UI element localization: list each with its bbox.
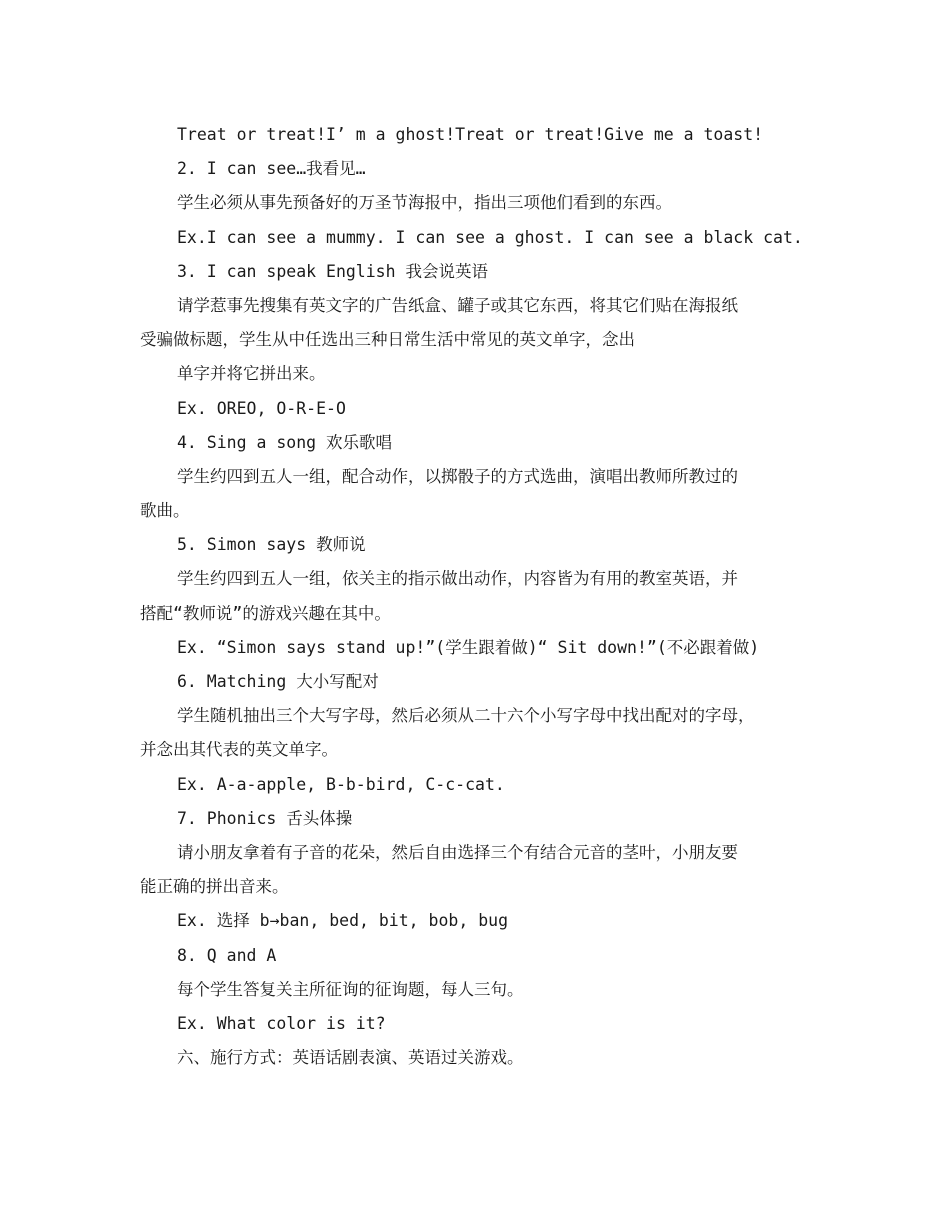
text-line: 学生约四到五人一组，配合动作，以掷骰子的方式选曲，演唱出教师所教过的 <box>177 466 738 486</box>
section-heading: 4. Sing a song 欢乐歌唱 <box>177 432 393 452</box>
section-heading: 6. Matching 大小写配对 <box>177 672 379 691</box>
text-line: 搭配“教师说”的游戏兴趣在其中。 <box>140 603 391 623</box>
text-line: 请小朋友拿着有子音的花朵，然后自由选择三个有结合元音的茎叶，小朋友要 <box>177 842 738 862</box>
text-line: 每个学生答复关主所征询的征询题，每人三句。 <box>177 979 524 999</box>
text-line: 学生随机抽出三个大写字母，然后必须从二十六个小写字母中找出配对的字母， <box>177 706 755 726</box>
document-body <box>140 123 830 1080</box>
section-heading: 2. I can see…我看见… <box>177 159 366 179</box>
section-heading: 8. Q and A <box>177 945 277 965</box>
example-line: Ex. OREO, O-R-E-O <box>177 398 346 418</box>
section-heading: 5. Simon says 教师说 <box>177 535 366 555</box>
example-line: Ex. 选择 b→ban, bed, bit, bob, bug <box>177 911 509 931</box>
section-heading: 六、施行方式：英语话剧表演、英语过关游戏。 <box>177 1048 524 1068</box>
text-line: 歌曲。 <box>140 501 190 521</box>
section-heading: 3. I can speak English 我会说英语 <box>177 261 488 281</box>
example-line: Ex. What color is it? <box>177 1013 386 1033</box>
text-line: 能正确的拼出音来。 <box>140 877 289 897</box>
section-heading: 7. Phonics 舌头体操 <box>177 808 353 828</box>
example-line: Ex. “Simon says stand up!”(学生跟着做)“ Sit down!”(不必跟着做) <box>177 637 760 657</box>
text-line: 单字并将它拼出来。 <box>177 364 326 384</box>
text-line: 受骗做标题，学生从中任选出三种日常生活中常见的英文单字，念出 <box>140 330 635 350</box>
text-line: Treat or treat!I’ m a ghost!Treat or treat!Give me a toast! <box>177 125 764 144</box>
text-line: 请学惹事先搜集有英文字的广告纸盒、罐子或其它东西，将其它们贴在海报纸 <box>177 295 738 315</box>
example-line: Ex. A-a-apple, B-b-bird, C-c-cat. <box>177 774 505 794</box>
text-line: 并念出其代表的英文单字。 <box>140 740 338 760</box>
text-line: 学生约四到五人一组，依关主的指示做出动作，内容皆为有用的教室英语，并 <box>177 569 738 589</box>
text-line: 学生必须从事先预备好的万圣节海报中，指出三项他们看到的东西。 <box>177 193 672 213</box>
example-line: Ex.I can see a mummy. I can see a ghost. I can see a black cat. <box>177 227 803 247</box>
